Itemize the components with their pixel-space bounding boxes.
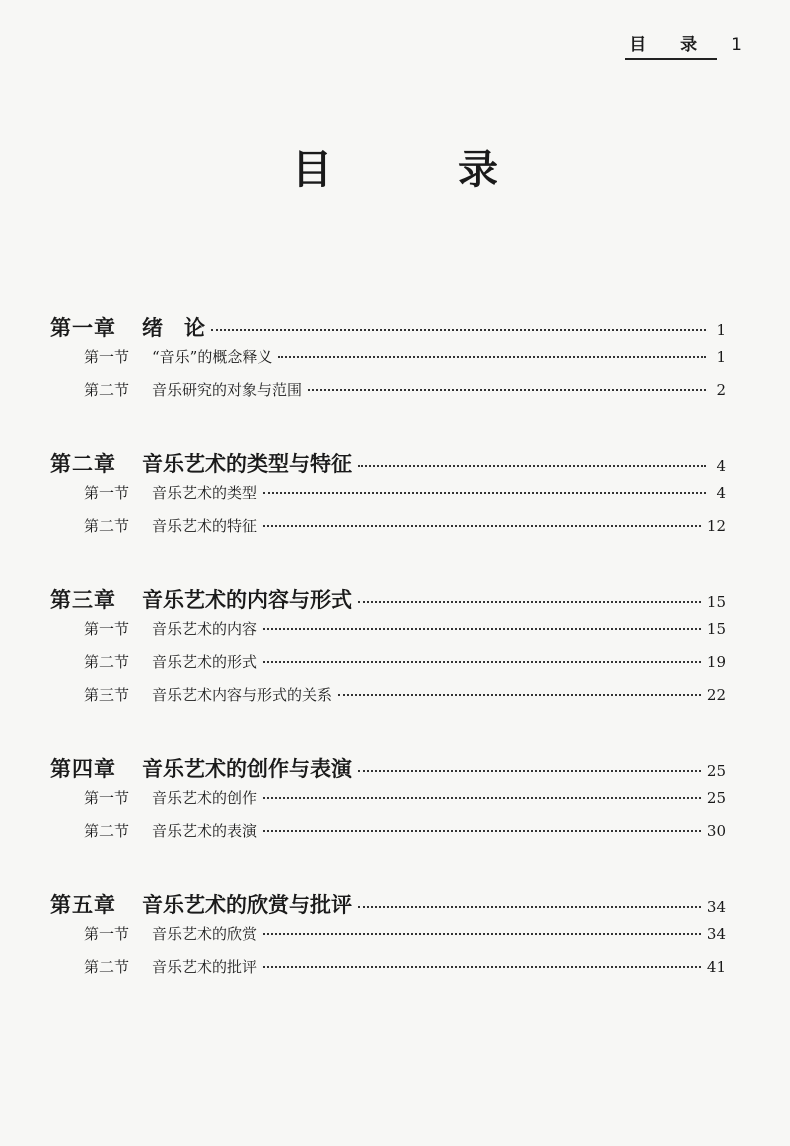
section-page-number: 34 [706,925,726,943]
section-heading [84,787,257,808]
section-heading [84,618,257,639]
section-page-number: 4 [716,484,726,502]
toc-chapter-entry[interactable] [50,448,726,482]
toc-section-entry[interactable] [50,956,726,989]
chapter-block [50,312,726,412]
toc-section-entry[interactable] [50,923,726,956]
dot-leader [338,694,701,696]
chapter-block [50,753,726,853]
section-page-number: 19 [706,653,726,671]
chapter-heading [50,753,352,783]
chapter-heading [50,584,352,614]
chapter-page-number: 34 [706,898,726,916]
section-heading [84,956,257,977]
section-heading [84,379,302,400]
running-head-page-number: 1 [731,35,742,55]
dot-leader [278,356,706,358]
section-page-number: 41 [706,958,726,976]
toc-section-entry[interactable] [50,787,726,820]
section-number: 第二节 [84,381,130,399]
toc-section-entry[interactable] [50,820,726,853]
section-title: 音乐艺术内容与形式的关系 [152,686,333,704]
running-head [625,30,742,60]
section-number: 第一节 [84,620,130,638]
section-number: 第二节 [84,653,130,671]
chapter-title: 音乐艺术的欣赏与批评 [142,892,352,917]
table-of-contents [50,312,726,1025]
toc-section-entry[interactable] [50,684,726,717]
section-title: 音乐艺术的创作 [152,789,258,807]
toc-chapter-entry[interactable] [50,889,726,923]
section-number: 第二节 [84,822,130,840]
chapter-block [50,584,726,717]
chapter-number: 第四章 [50,756,116,781]
dot-leader [263,933,701,935]
toc-section-entry[interactable] [50,379,726,412]
toc-section-entry[interactable] [50,515,726,548]
section-heading [84,515,257,536]
chapter-number: 第三章 [50,587,116,612]
section-title: 音乐艺术的特征 [152,517,258,535]
dot-leader [358,601,701,603]
chapter-page-number: 4 [716,457,726,475]
toc-chapter-entry[interactable] [50,753,726,787]
chapter-block [50,448,726,548]
section-title: 音乐艺术的批评 [152,958,258,976]
section-number: 第一节 [84,925,130,943]
section-page-number: 1 [716,348,726,366]
dot-leader [358,906,701,908]
section-page-number: 15 [706,620,726,638]
dot-leader [263,525,701,527]
chapter-page-number: 1 [716,321,726,339]
dot-leader [263,661,701,663]
dot-leader [358,770,701,772]
chapter-page-number: 15 [706,593,726,611]
chapter-block [50,889,726,989]
page-title: 目 录 [292,147,554,193]
section-heading [84,820,257,841]
toc-section-entry[interactable] [50,618,726,651]
dot-leader [263,797,701,799]
chapter-title: 音乐艺术的内容与形式 [142,587,352,612]
section-number: 第二节 [84,958,130,976]
section-heading [84,684,332,705]
chapter-title: 音乐艺术的创作与表演 [142,756,352,781]
section-page-number: 30 [706,822,726,840]
toc-chapter-entry[interactable] [50,312,726,346]
section-title: 音乐艺术的内容 [152,620,258,638]
section-heading [84,651,257,672]
dot-leader [308,389,706,391]
section-heading [84,346,272,367]
toc-section-entry[interactable] [50,651,726,684]
chapter-heading [50,448,352,478]
dot-leader [263,966,701,968]
section-title: 音乐艺术的类型 [152,484,258,502]
section-page-number: 25 [706,789,726,807]
section-title: 音乐艺术的形式 [152,653,258,671]
section-page-number: 22 [706,686,726,704]
chapter-number: 第五章 [50,892,116,917]
section-title: “音乐”的概念释义 [152,348,273,366]
toc-chapter-entry[interactable] [50,584,726,618]
chapter-number: 第一章 [50,315,116,340]
chapter-page-number: 25 [706,762,726,780]
toc-section-entry[interactable] [50,346,726,379]
running-head-title: 目 录 [625,30,717,60]
dot-leader [263,492,706,494]
section-page-number: 2 [716,381,726,399]
section-heading [84,482,257,503]
dot-leader [263,830,701,832]
section-number: 第一节 [84,789,130,807]
dot-leader [263,628,701,630]
chapter-title: 音乐艺术的类型与特征 [142,451,352,476]
chapter-heading [50,889,352,919]
dot-leader [358,465,706,467]
dot-leader [211,329,706,331]
section-title: 音乐艺术的欣赏 [152,925,258,943]
section-number: 第一节 [84,484,130,502]
section-page-number: 12 [706,517,726,535]
chapter-heading [50,312,205,342]
section-number: 第二节 [84,517,130,535]
section-heading [84,923,257,944]
section-title: 音乐研究的对象与范围 [152,381,303,399]
section-title: 音乐艺术的表演 [152,822,258,840]
toc-section-entry[interactable] [50,482,726,515]
section-number: 第三节 [84,686,130,704]
section-number: 第一节 [84,348,130,366]
chapter-number: 第二章 [50,451,116,476]
chapter-title: 绪 论 [142,315,205,340]
